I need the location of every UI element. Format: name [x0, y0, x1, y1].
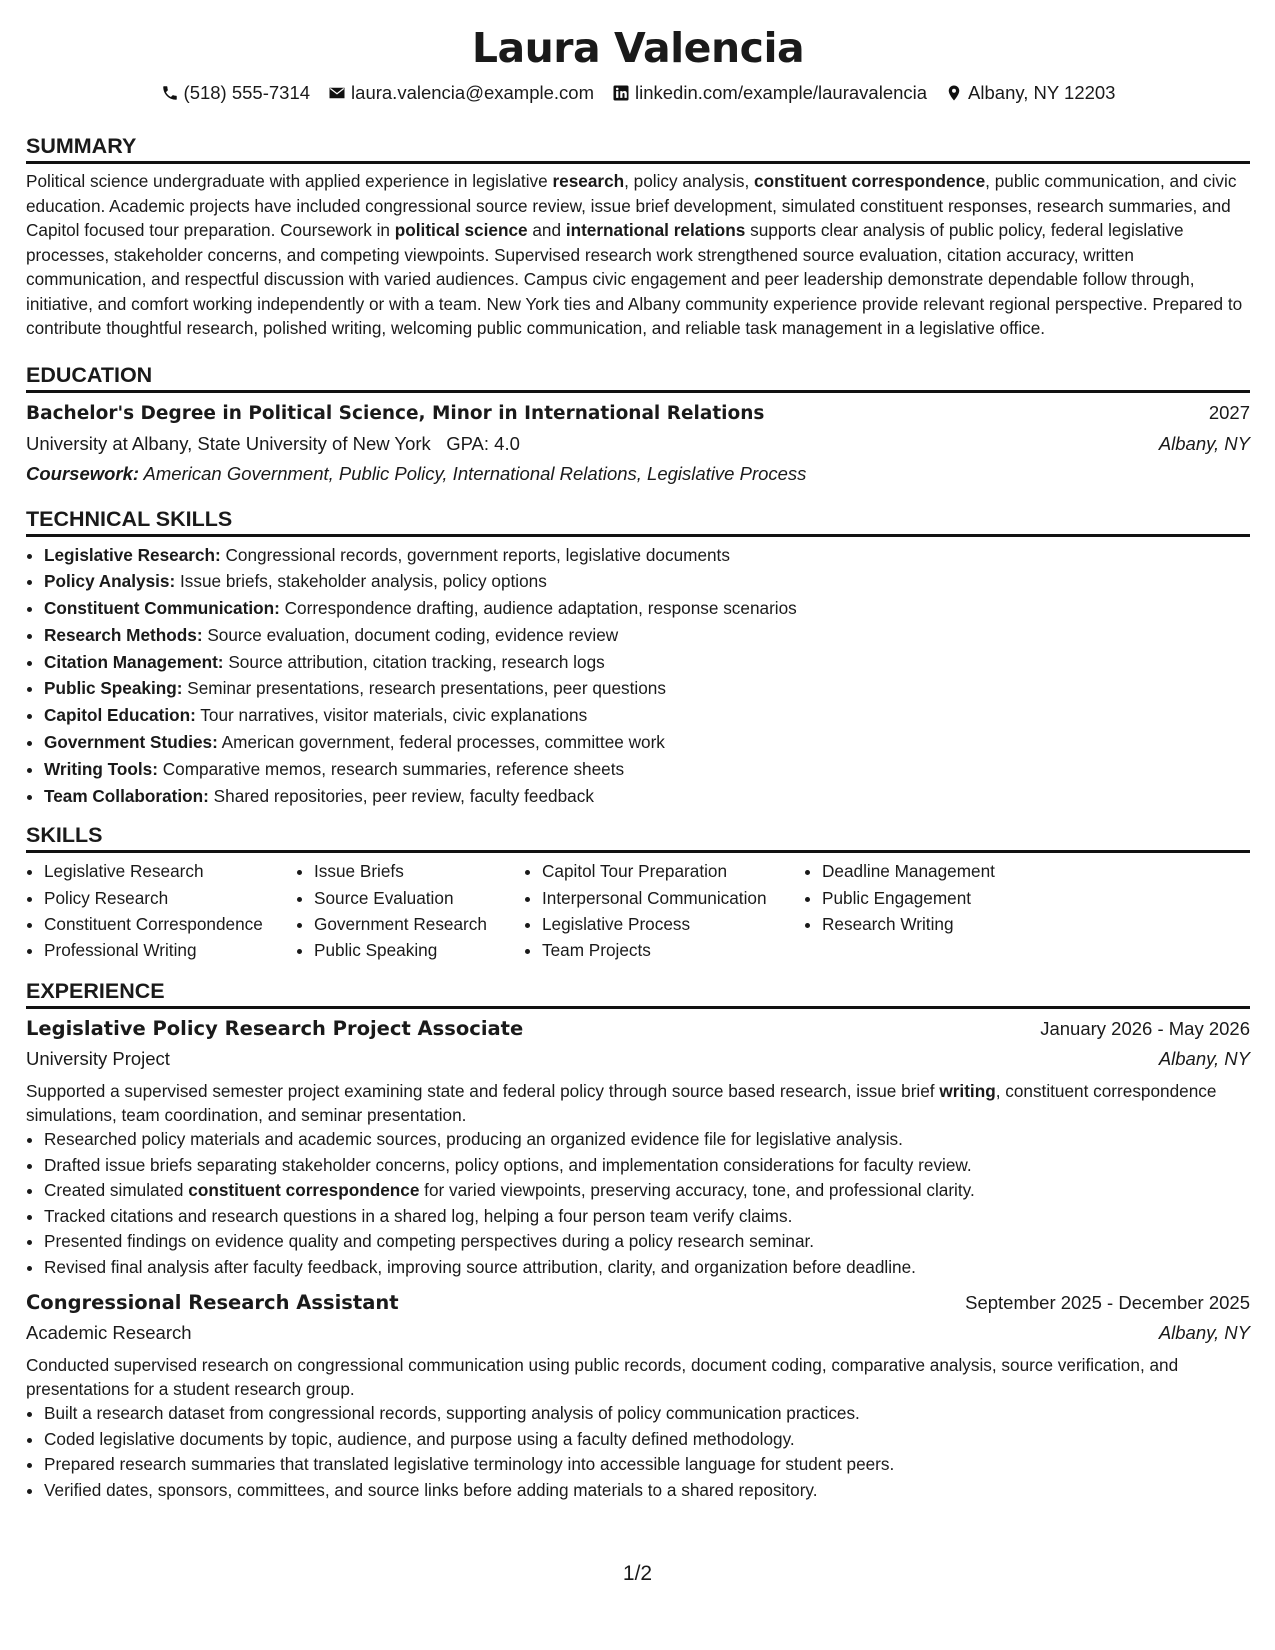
desc-highlight: writing [939, 1081, 996, 1102]
list-item: • Coded legislative documents by topic, audience, and purpose using a faculty defined methodology. [44, 1427, 1250, 1453]
job-org: University Project [26, 1048, 170, 1070]
skill-label: Constituent Communication: [44, 598, 280, 619]
page-number: 1/2 [622, 1562, 653, 1585]
graduation-year: 2027 [1208, 401, 1250, 423]
list-item: • Team Projects [542, 937, 804, 963]
summary-part: , policy analysis, [624, 171, 755, 191]
list-item [44, 756, 1250, 783]
job-description: Conducted supervised research on congressional communication using public records, document coding, comparative analysis, source verification, and presentations for a student research group. [26, 1355, 1179, 1399]
summary-section [26, 134, 1250, 341]
list-item [44, 595, 1250, 622]
coursework-list: American Government, Public Policy, International Relations, Legislative Process [143, 462, 807, 484]
list-item [44, 1178, 1250, 1204]
list-item [44, 783, 1250, 810]
job-org-row [26, 1318, 1250, 1348]
list-item: • Revised final analysis after faculty feedback, improving source attribution, clarity, and organization before deadline. [44, 1255, 1250, 1281]
list-item: • Verified dates, sponsors, committees, and source links before adding materials to a shared repository. [44, 1478, 1250, 1504]
summary-part: supports clear analysis of public policy, federal legislative processes, stakeholder concerns, and competing viewpoints. Supervised research work strengthened source evaluation, citation accuracy, written communication, and respectful discussion with varied audiences. Campus civic engagement and peer leadership demonstrate dependable follow through, initiative, and comfort working independently or with a team. New York ties and Albany community experience provide relevant regional perspective. Prepared to contribute thoughtful research, polished writing, welcoming public communication, and reliable task management in a legislative office. [26, 220, 1243, 338]
list-item: • Presented findings on evidence quality and competing perspectives during a policy research seminar. [44, 1229, 1250, 1255]
phone-icon [161, 84, 179, 102]
degree-title: Bachelor's Degree in Political Science, Minor in International Relations [26, 402, 765, 424]
list-item: • Professional Writing [44, 937, 296, 963]
skill-text: Issue briefs, stakeholder analysis, policy options [179, 571, 547, 592]
list-item [44, 542, 1250, 569]
skills-column [524, 858, 804, 963]
job-title: Legislative Policy Research Project Associate [26, 1017, 524, 1041]
list-item: • Source Evaluation [314, 885, 524, 911]
skill-label: Government Studies: [44, 732, 218, 753]
section-title-experience: EXPERIENCE [26, 979, 1250, 1009]
desc-part: Supported a supervised semester project examining state and federal policy through source based research, issue brief [26, 1081, 940, 1102]
email-link[interactable]: laura.valencia@example.com [351, 82, 594, 103]
job-bullets [26, 1127, 1250, 1280]
desc-part: , constituent correspondence simulations, team coordination, and seminar presentation. [26, 1081, 1217, 1125]
job-dates: January 2026 - May 2026 [1040, 1018, 1250, 1040]
contact-location [945, 82, 1115, 104]
skills-column [296, 858, 524, 963]
skill-text: Congressional records, government reports, legislative documents [225, 544, 730, 565]
experience-section [26, 979, 1250, 1503]
skill-text: Source attribution, citation tracking, research logs [228, 651, 605, 672]
contact-linkedin[interactable] [612, 82, 927, 104]
skill-label: Citation Management: [44, 651, 224, 672]
list-item: • Constituent Correspondence [44, 911, 296, 937]
list-item: • Built a research dataset from congressional records, supporting analysis of policy communication practices. [44, 1401, 1250, 1427]
job-title: Congressional Research Assistant [26, 1291, 399, 1315]
job-org: Academic Research [26, 1322, 192, 1344]
skill-text: Seminar presentations, research presentations, peer questions [187, 678, 666, 699]
skills-grid [26, 858, 1250, 963]
job-dates: September 2025 - December 2025 [965, 1292, 1250, 1314]
skill-text: American government, federal processes, committee work [221, 732, 665, 753]
summary-highlight: research [552, 171, 625, 191]
contact-phone [161, 82, 311, 104]
list-item: • Legislative Process [542, 911, 804, 937]
summary-text [26, 169, 1250, 341]
candidate-name: Laura Valencia [471, 24, 805, 72]
job-location: Albany, NY [1158, 1048, 1250, 1070]
job-description [26, 1080, 1250, 1127]
bullet-highlight: constituent correspondence [188, 1180, 420, 1201]
skill-text: Correspondence drafting, audience adaptation, response scenarios [284, 598, 797, 619]
map-pin-icon [945, 84, 963, 102]
list-item [44, 622, 1250, 649]
skill-label: Writing Tools: [44, 758, 158, 779]
bullet-part: Created simulated [44, 1180, 189, 1201]
envelope-icon [328, 84, 346, 102]
skill-label: Research Methods: [44, 624, 203, 645]
skill-label: Team Collaboration: [44, 785, 209, 806]
list-item: • Prepared research summaries that translated legislative terminology into accessible language for student peers. [44, 1452, 1250, 1478]
list-item [44, 675, 1250, 702]
education-header-row [26, 398, 1250, 429]
school-name: University at Albany, State University of New York [26, 432, 431, 454]
list-item: • Government Research [314, 911, 524, 937]
coursework-line [26, 459, 1250, 489]
list-item: • Legislative Research [44, 858, 296, 884]
skill-label: Capitol Education: [44, 705, 196, 726]
list-item [44, 729, 1250, 756]
contact-bar [26, 82, 1250, 104]
list-item: • Policy Research [44, 885, 296, 911]
list-item: • Public Engagement [822, 885, 1082, 911]
summary-part: Political science undergraduate with applied experience in legislative [26, 171, 553, 191]
education-section [26, 363, 1250, 489]
skill-text: Source evaluation, document coding, evidence review [207, 624, 619, 645]
list-item: • Researched policy materials and academic sources, producing an organized evidence file for legislative analysis. [44, 1127, 1250, 1153]
skill-label: Legislative Research: [44, 544, 221, 565]
list-item: • Tracked citations and research questions in a shared log, helping a four person team verify claims. [44, 1204, 1250, 1230]
summary-highlight: political science [394, 220, 528, 240]
list-item [44, 649, 1250, 676]
summary-highlight: international relations [565, 220, 746, 240]
location-text: Albany, NY 12203 [968, 82, 1116, 103]
resume-page [26, 18, 1250, 1503]
skill-text: Shared repositories, peer review, faculty feedback [213, 785, 594, 806]
job-org-row [26, 1044, 1250, 1074]
school-line [26, 429, 520, 459]
list-item [44, 568, 1250, 595]
linkedin-link[interactable]: linkedin.com/example/lauravalencia [635, 82, 928, 103]
skill-text: Comparative memos, research summaries, reference sheets [162, 758, 625, 779]
summary-highlight: constituent correspondence [754, 171, 986, 191]
list-item: • Issue Briefs [314, 858, 524, 884]
list-item: • Drafted issue briefs separating stakeholder concerns, policy options, and implementation considerations for faculty review. [44, 1153, 1250, 1179]
job-header-row [26, 1014, 1250, 1044]
contact-email[interactable] [328, 82, 594, 104]
list-item: • Deadline Management [822, 858, 1082, 884]
gpa: GPA: 4.0 [446, 432, 520, 454]
section-title-technical-skills: TECHNICAL SKILLS [26, 507, 1250, 537]
technical-skills-section [26, 507, 1250, 810]
skill-label: Public Speaking: [44, 678, 183, 699]
skills-column [804, 858, 1082, 963]
linkedin-icon [612, 84, 630, 102]
skill-text: Tour narratives, visitor materials, civic explanations [200, 705, 588, 726]
school-location: Albany, NY [1158, 432, 1250, 454]
bullet-part: for varied viewpoints, preserving accuracy, tone, and professional clarity. [419, 1180, 975, 1201]
section-title-education: EDUCATION [26, 363, 1250, 393]
education-school-row [26, 429, 1250, 459]
list-item: • Capitol Tour Preparation [542, 858, 804, 884]
list-item: • Research Writing [822, 911, 1082, 937]
job-entry [26, 1014, 1250, 1280]
list-item [44, 702, 1250, 729]
job-header-row [26, 1288, 1250, 1318]
job-entry [26, 1288, 1250, 1503]
skills-column [26, 858, 296, 963]
list-item: • Interpersonal Communication [542, 885, 804, 911]
skill-label: Policy Analysis: [44, 571, 176, 592]
section-title-summary: SUMMARY [26, 134, 1250, 164]
phone-text: (518) 555-7314 [183, 82, 311, 103]
job-location: Albany, NY [1158, 1322, 1250, 1344]
technical-skills-list [26, 542, 1250, 810]
skills-section [26, 823, 1250, 963]
summary-part: and [527, 220, 566, 240]
list-item: • Public Speaking [314, 937, 524, 963]
summary-part: , public communication, and civic education. Academic projects have included congressional source review, issue brief development, simulated constituent responses, research summaries, and Capitol focused tour preparation. Coursework in [26, 171, 1237, 240]
coursework-label: Coursework: [26, 462, 140, 484]
job-bullets [26, 1401, 1250, 1503]
section-title-skills: SKILLS [26, 823, 1250, 853]
